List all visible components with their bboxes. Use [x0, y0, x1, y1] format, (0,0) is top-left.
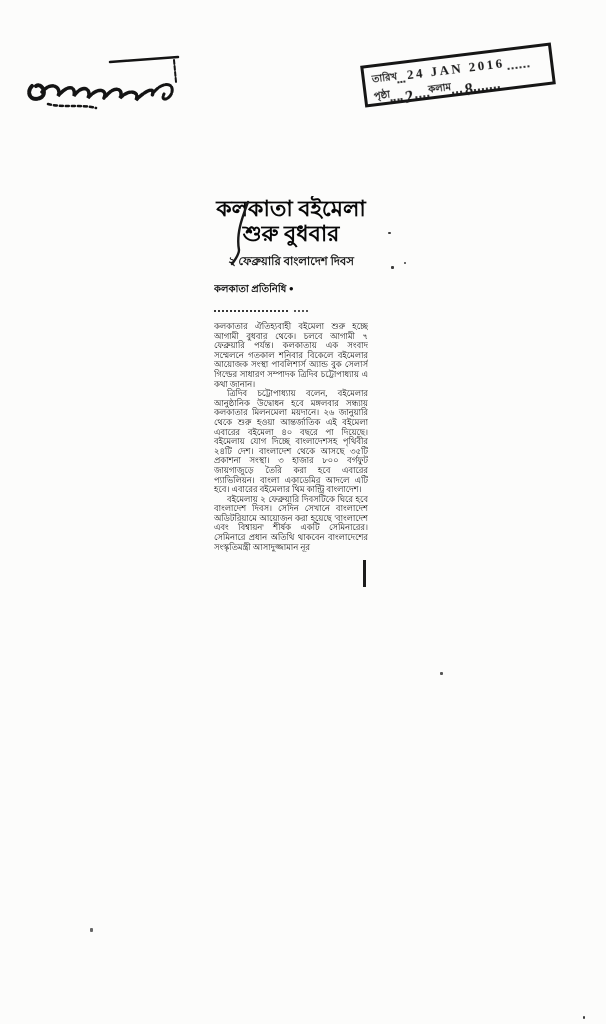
ink-speck [404, 262, 406, 264]
dotted-leader [397, 72, 406, 83]
dotted-leader [414, 87, 429, 99]
ink-speck [583, 1016, 585, 1019]
dotted-rule [214, 306, 288, 312]
ink-speck [440, 672, 443, 675]
date-stamp [360, 42, 556, 107]
headline-line-1: কলকাতা বইমেলা [216, 196, 366, 221]
handwritten-scribble [22, 52, 190, 116]
date-label: তারিখ [371, 71, 398, 86]
pen-stroke-mark [226, 198, 256, 268]
byline-separator [214, 299, 368, 317]
body-paragraph: কলকাতার ঐতিহ্যবাহী বইমেলা শুরু হচ্ছে আগামী বুধবার থেকে। চলবে আগামী ৭ ফেব্রুয়ারি পর্যন্ত। কলকাতায় এক সংবাদ সম্মেলনে গতকাল শনিবার বিকেলে বইমেলার আয়োজক সংস্থা পাবলিশার্স অ্যান্ড বুক সেলার্স গিল্ডের সাধারণ সম্পাদক ত্রিদিব চট্টোপাধ্যায় এ কথা জানান। [214, 322, 368, 389]
dotted-leader [473, 78, 500, 91]
byline-bullet-mark: ● [288, 284, 294, 293]
dotted-leader [390, 90, 403, 101]
byline-text: কলকাতা প্রতিনিধি [214, 284, 287, 295]
headline-line-2: শুরু বুধবার [242, 221, 340, 246]
dotted-rule-tail [294, 306, 308, 312]
column-label: কলাম [427, 81, 452, 96]
date-value: 24 JAN 2016 [406, 55, 506, 83]
body-paragraph: ত্রিদিব চট্টোপাধ্যায় বলেন, বইমেলার আনুষ্ঠানিক উদ্বোধন হবে মঙ্গলবার সন্ধ্যায় কলকাতার মিলনমেলা ময়দানে। ২৬ জানুয়ারি থেকে শুরু হওয়া আন্তর্জাতিক এই বইমেলা এবারের বইমেলা ৪০ বছরে পা দিয়েছে। বইমেলায় যোগ দিচ্ছে বাংলাদেশসহ পৃথিবীর ২৪টি দেশ। বাংলাদেশ থেকে আসছে ৩৫টি প্রকাশনা সংস্থা। ৩ হাজার ৮০০ বর্গফুট জায়গাজুড়ে তৈরি করা হবে এবারের প্যাভিলিয়ন। বাংলা একাডেমির আদলে এটি হবে। এবারের বইমেলার থিম কান্ট্রি বাংলাদেশ। [214, 389, 368, 495]
body-paragraph: বইমেলায় ২ ফেব্রুয়ারি দিবসটিকে ঘিরে হবে বাংলাদেশ দিবস। সেদিন সেখানে বাংলাদেশ অডিটরিয়ামে আয়োজন করা হয়েছে 'বাংলাদেশ এবং বিশ্বায়ন' শীর্ষক একটি সেমিনারের। সেমিনারে প্রধান অতিথি থাকবেন বাংলাদেশের সংস্কৃতিমন্ত্রী আসাদুজ্জামান নূর [214, 494, 368, 552]
article-subhead: ২ ফেব্রুয়ারি বাংলাদেশ দিবস [228, 256, 354, 268]
byline [214, 282, 368, 299]
dotted-leader [451, 83, 462, 94]
ink-speck [90, 928, 93, 932]
page-label: পৃষ্ঠা [373, 89, 391, 103]
ink-speck [388, 232, 391, 234]
ink-speck [391, 266, 394, 269]
column-number-handwritten: 8 [461, 78, 476, 100]
column-divider-rule [363, 560, 366, 587]
article-body [214, 322, 368, 552]
page-number-handwritten: 2 [402, 86, 417, 107]
